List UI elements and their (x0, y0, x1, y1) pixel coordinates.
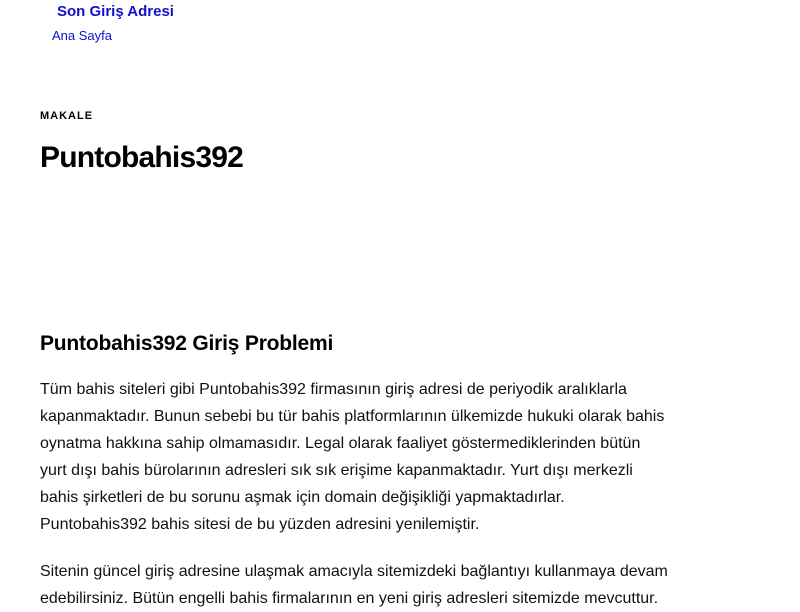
site-title-link[interactable]: Son Giriş Adresi (57, 3, 174, 20)
paragraph-line: bahis şirketleri de bu sorunu aşmak için domain değişikliği yapmaktadırlar. (40, 489, 565, 506)
article-title: Puntobahis392 (40, 141, 243, 174)
paragraph-line: oynatma hakkına sahip olmamasıdır. Legal olarak faaliyet göstermediklerinden bütün (40, 435, 641, 452)
paragraph-line: Puntobahis392 bahis sitesi de bu yüzden adresini yenilemiştir. (40, 516, 480, 533)
paragraph-1 (40, 376, 664, 538)
section-heading: Puntobahis392 Giriş Problemi (40, 332, 334, 355)
paragraph-line: yurt dışı bahis bürolarının adresleri sık sık erişime kapanmaktadır. Yurt dışı merkezli (40, 462, 633, 479)
paragraph-line: Tüm bahis siteleri gibi Puntobahis392 firmasının giriş adresi de periyodik aralıklarla (40, 381, 627, 398)
paragraph-line: Sitenin güncel giriş adresine ulaşmak amacıyla sitemizdeki bağlantıyı kullanmaya devam (40, 563, 668, 580)
paragraph-line: edebilirsiniz. Bütün engelli bahis firmalarının en yeni giriş adresleri sitemizde mevcuttur. (40, 590, 659, 607)
article-category[interactable]: MAKALE (40, 110, 94, 122)
paragraph-line: kapanmaktadır. Bunun sebebi bu tür bahis platformlarının ülkemizde hukuki olarak bahis (40, 408, 665, 425)
paragraph-2 (40, 558, 668, 612)
nav-link-home[interactable]: Ana Sayfa (52, 28, 112, 43)
